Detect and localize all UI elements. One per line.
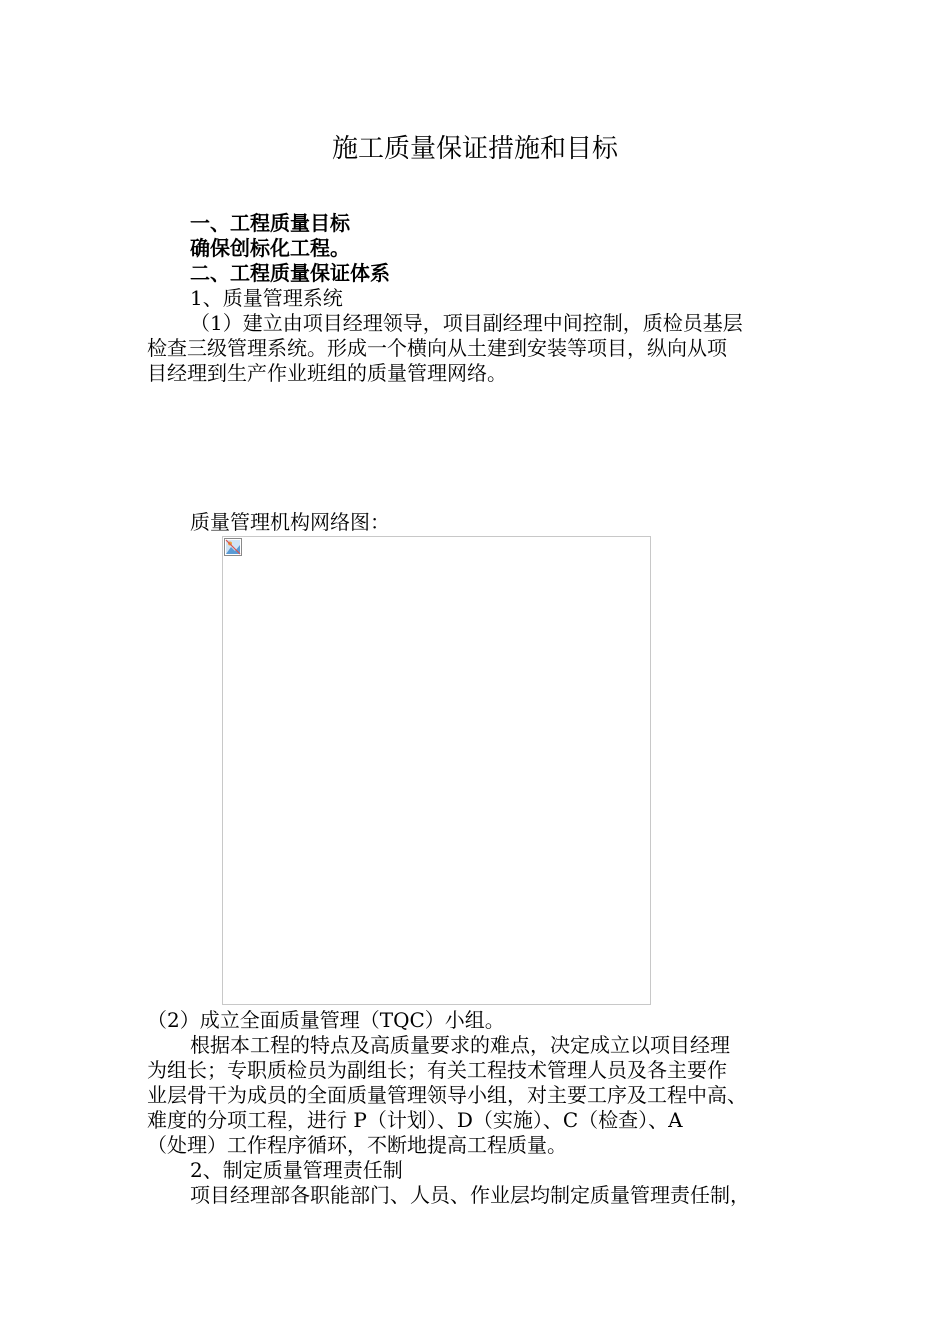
paragraph-line: 目经理到生产作业班组的质量管理网络。 [147,361,507,385]
paragraph-line: 难度的分项工程，进行 P（计划）、D（实施）、C（检查）、A [147,1108,683,1132]
section1-heading: 一、工程质量目标 [190,211,350,235]
paragraph-line: 检查三级管理系统。形成一个横向从土建到安装等项目，纵向从项 [147,336,727,360]
paragraph-management-system [147,311,804,386]
paragraph-line: 根据本工程的特点及高质量要求的难点，决定成立以项目经理 [190,1033,730,1057]
tqc-heading: （2）成立全面质量管理（TQC）小组。 [147,1008,505,1032]
figure-caption: 质量管理机构网络图： [190,510,390,534]
org-network-figure [222,536,651,1005]
section1-text: 确保创标化工程。 [190,236,350,260]
sub1-heading: 1、质量管理系统 [190,286,343,310]
paragraph-line: （1）建立由项目经理领导，项目副经理中间控制，质检员基层 [190,311,743,335]
sub2-heading: 2、制定质量管理责任制 [190,1158,403,1182]
document-title: 施工质量保证措施和目标 [331,134,618,164]
section2-heading: 二、工程质量保证体系 [190,261,390,285]
responsibility-paragraph: 项目经理部各职能部门、人员、作业层均制定质量管理责任制， [190,1183,750,1207]
paragraph-line: （处理）工作程序循环，不断地提高工程质量。 [147,1133,567,1157]
paragraph-line: 业层骨干为成员的全面质量管理领导小组，对主要工序及工程中高、 [147,1083,747,1107]
paragraph-line: 为组长；专职质检员为副组长；有关工程技术管理人员及各主要作 [147,1058,727,1082]
paragraph-tqc [147,1033,804,1158]
broken-image-icon [224,538,242,556]
